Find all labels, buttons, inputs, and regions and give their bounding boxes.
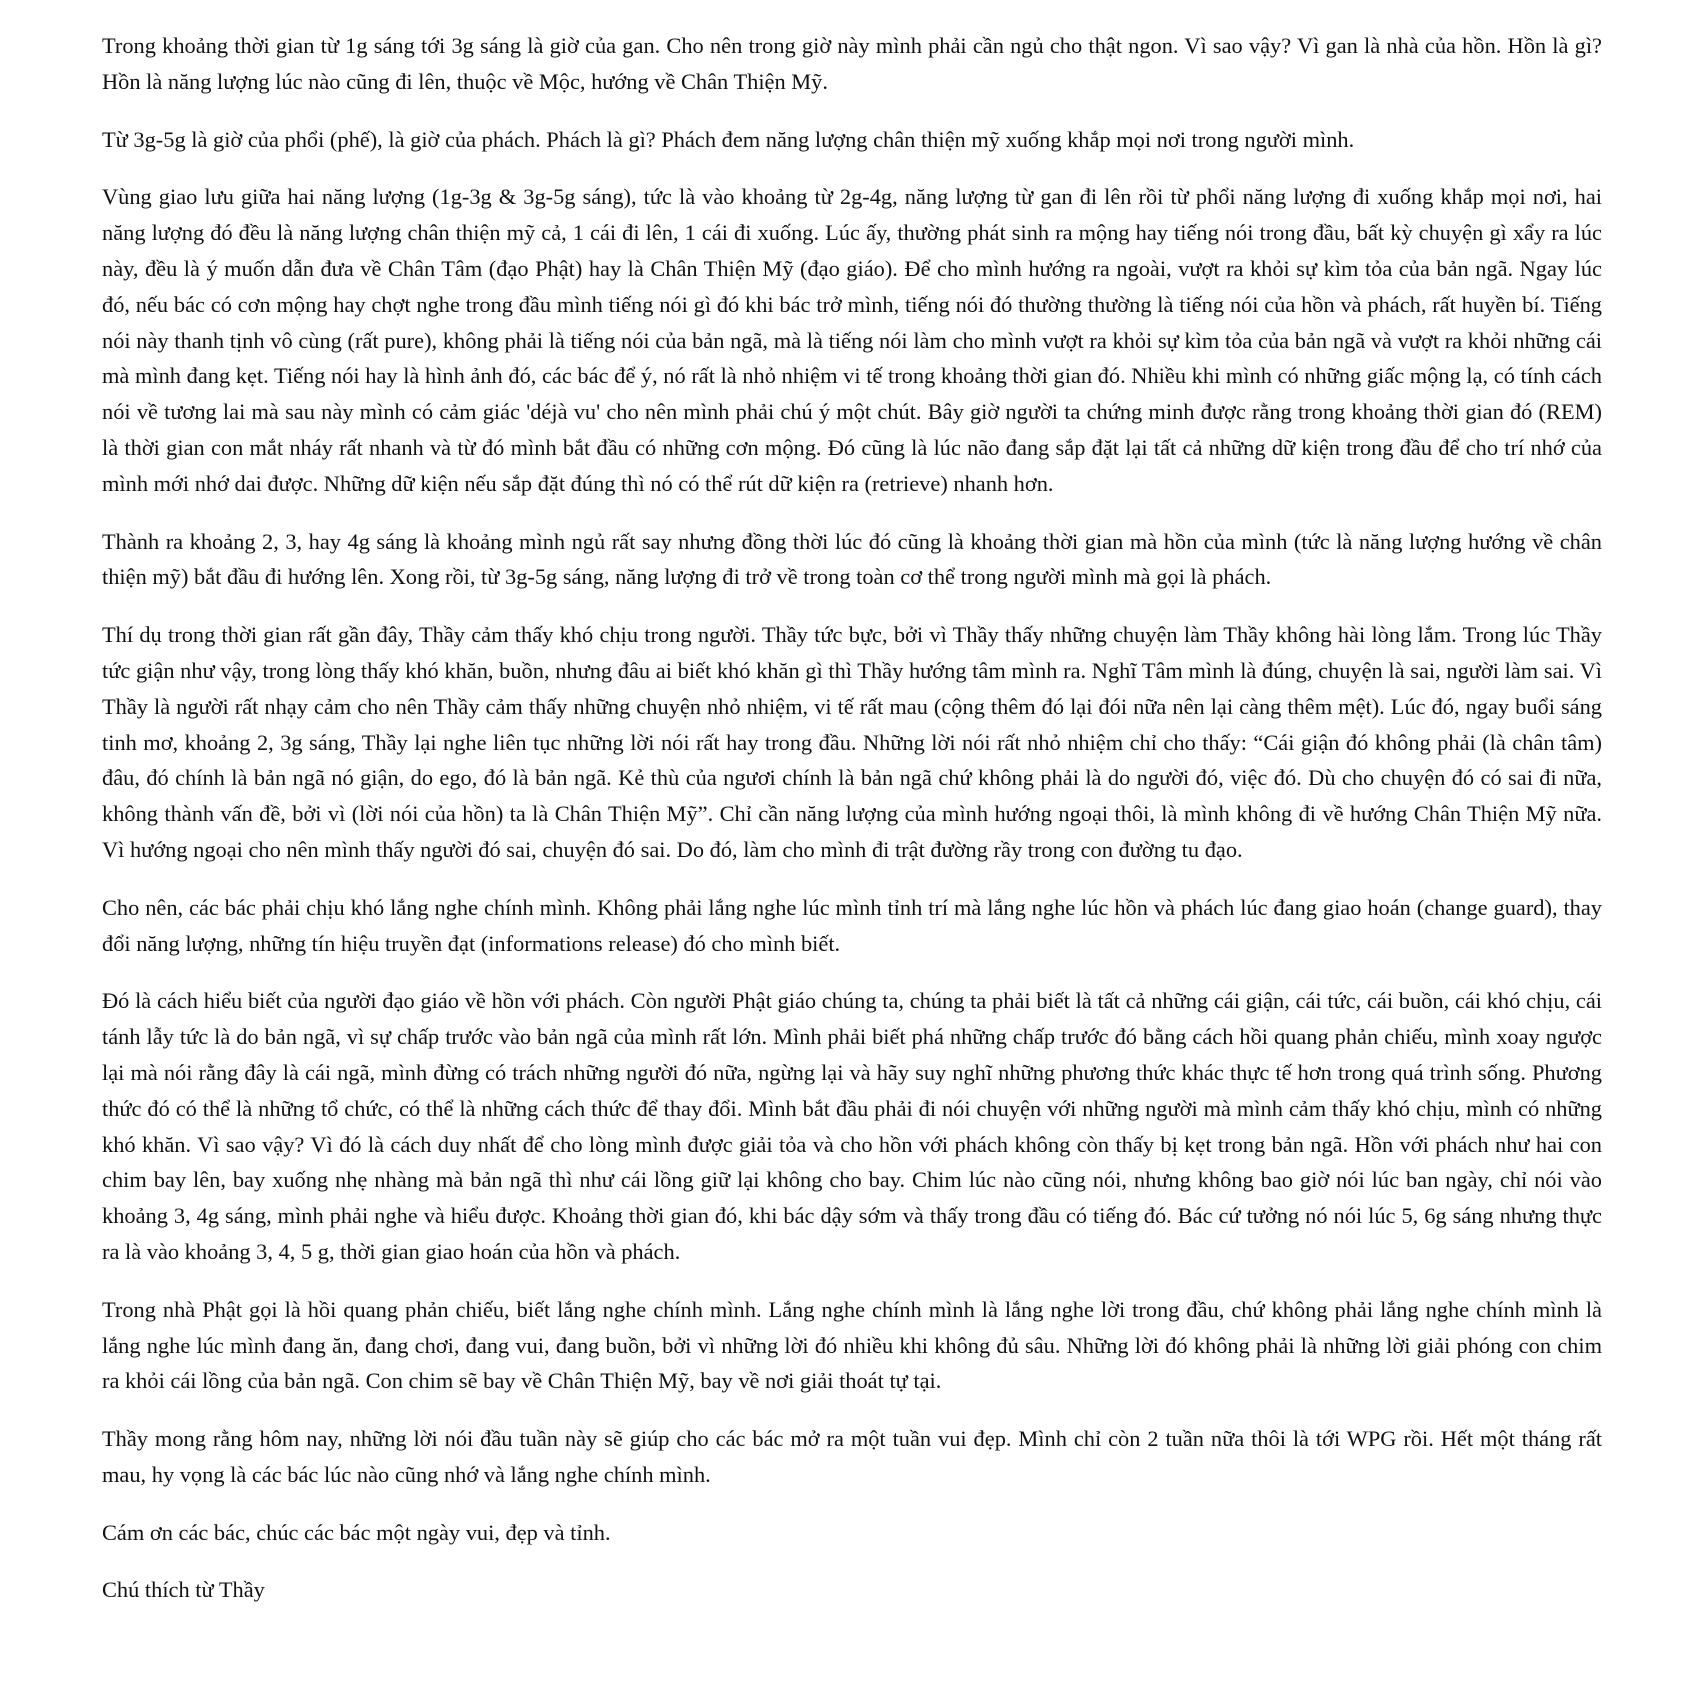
- paragraph-cho-nen: Cho nên, các bác phải chịu khó lắng nghe chính mình. Không phải lắng nghe lúc mình tỉnh trí mà lắng nghe lúc hồn và phách lúc đang giao hoán (change guard), thay đổi năng lượng, những tín hiệu truyền đạt (informations release) đó cho mình biết.: [102, 894, 1602, 956]
- paragraph-gan-hon: Trong khoảng thời gian từ 1g sáng tới 3g sáng là giờ của gan. Cho nên trong giờ này mình phải cần ngủ cho thật ngon. Vì sao vậy? Vì gan là nhà của hồn. Hồn là gì? Hồn là năng lượng lúc nào cũng đi lên, thuộc về Mộc, hướng về Chân Thiện Mỹ.: [102, 33, 1602, 94]
- paragraph-vung-giao-luu: Vùng giao lưu giữa hai năng lượng (1g-3g & 3g-5g sáng), tức là vào khoảng từ 2g-4g, năng lượng từ gan đi lên rồi từ phổi năng lượng đi xuống khắp mọi nơi, hai năng lượng đó đều là năng lượng chân thiện mỹ cả, 1 cái đi lên, 1 cái đi xuống. Lúc ấy, thường phát sinh ra mộng hay tiếng nói trong đầu, bất kỳ chuyện gì xẩy ra lúc này, đều là ý muốn dẫn đưa về Chân Tâm (đạo Phật) hay là Chân Thiện Mỹ (đạo giáo). Để cho mình hướng ra ngoài, vượt ra khỏi sự kìm tỏa của bản ngã. Ngay lúc đó, nếu bác có cơn mộng hay chợt nghe trong đầu mình tiếng nói gì đó khi bác trở mình, tiếng nói đó thường thường là tiếng nói của hồn và phách, rất huyền bí. Tiếng nói này thanh tịnh vô cùng (rất pure), không phải là tiếng nói của bản ngã, mà là tiếng nói làm cho mình vượt ra khỏi sự kìm tỏa của bản ngã và vượt ra khỏi những cái mà mình đang kẹt. Tiếng nói hay là hình ảnh đó, các bác để ý, nó rất là nhỏ nhiệm vi tế trong khoảng thời gian đó. Nhiều khi mình có những giấc mộng lạ, có tính cách nói về tương lai mà sau này mình có cảm giác 'déjà vu' cho nên mình phải chú ý một chút. Bây giờ người ta chứng minh được rằng trong khoảng thời gian đó (REM) là thời gian con mắt nháy rất nhanh và từ đó mình bắt đầu có những cơn mộng. Đó cũng là lúc não đang sắp đặt lại tất cả những dữ kiện trong đầu để cho trí nhớ của mình mới nhớ dai được. Những dữ kiện nếu sắp đặt đúng thì nó có thể rút dữ kiện ra (retrieve) nhanh hơn.: [102, 184, 1602, 496]
- paragraph-phoi-phach: Từ 3g-5g là giờ của phổi (phế), là giờ của phách. Phách là gì? Phách đem năng lượng chân thiện mỹ xuống khắp mọi nơi trong người mình.: [102, 126, 1355, 152]
- paragraph-hoi-quang: Trong nhà Phật gọi là hồi quang phản chiếu, biết lắng nghe chính mình. Lắng nghe chính mình là lắng nghe lời trong đầu, chứ không phải lắng nghe chính mình là lắng nghe lúc mình đang ăn, đang chơi, đang vui, đang buồn, bởi vì những lời đó nhiều khi không đủ sâu. Những lời đó không phải là những lời giải phóng con chim ra khỏi cái lồng của bản ngã. Con chim sẽ bay về Chân Thiện Mỹ, bay về nơi giải thoát tự tại.: [102, 1296, 1602, 1394]
- paragraph-thanh-ra: Thành ra khoảng 2, 3, hay 4g sáng là khoảng mình ngủ rất say nhưng đồng thời lúc đó cũng là khoảng thời gian mà hồn của mình (tức là năng lượng hướng về chân thiện mỹ) bắt đầu đi hướng lên. Xong rồi, từ 3g-5g sáng, năng lượng đi trở về trong toàn cơ thể trong người mình mà gọi là phách.: [102, 528, 1602, 590]
- document-body: [102, 28, 1602, 1630]
- paragraph-cam-on: Cám ơn các bác, chúc các bác một ngày vui, đẹp và tỉnh.: [102, 1519, 611, 1545]
- paragraph-thi-du: Thí dụ trong thời gian rất gần đây, Thầy cảm thấy khó chịu trong người. Thầy tức bực, bởi vì Thầy thấy những chuyện làm Thầy không hài lòng lắm. Trong lúc Thầy tức giận như vậy, trong lòng thấy khó khăn, buồn, nhưng đâu ai biết khó khăn gì thì Thầy hướng tâm mình ra. Nghĩ Tâm mình là đúng, chuyện là sai, người làm sai. Vì Thầy là người rất nhạy cảm cho nên Thầy cảm thấy những chuyện nhỏ nhiệm, vi tế rất mau (cộng thêm đó lại đói nữa nên lại càng thêm mệt). Lúc đó, ngay buổi sáng tinh mơ, khoảng 2, 3g sáng, Thầy lại nghe liên tục những lời nói rất hay trong đầu. Những lời nói rất nhỏ nhiệm chỉ cho thấy: “Cái giận đó không phải (là chân tâm) đâu, đó chính là bản ngã nó giận, do ego, đó là bản ngã. Kẻ thù của ngươi chính là bản ngã chứ không phải là do người đó, việc đó. Dù cho chuyện đó có sai đi nữa, không thành vấn đề, bởi vì (lời nói của hồn) ta là Chân Thiện Mỹ”. Chỉ cần năng lượng của mình hướng ngoại thôi, là mình không đi về hướng Chân Thiện Mỹ nữa. Vì hướng ngoại cho nên mình thấy người đó sai, chuyện đó sai. Do đó, làm cho mình đi trật đường rầy trong con đường tu đạo.: [102, 622, 1602, 862]
- paragraph-mong-rang: Thầy mong rằng hôm nay, những lời nói đầu tuần này sẽ giúp cho các bác mở ra một tuần vui đẹp. Mình chỉ còn 2 tuần nữa thôi là tới WPG rồi. Hết một tháng rất mau, hy vọng là các bác lúc nào cũng nhớ và lắng nghe chính mình.: [102, 1426, 1602, 1487]
- paragraph-chu-thich: Chú thích từ Thầy: [102, 1577, 265, 1603]
- paragraph-dao-giao: Đó là cách hiểu biết của người đạo giáo về hồn với phách. Còn người Phật giáo chúng ta, chúng ta phải biết là tất cả những cái giận, cái tức, cái buồn, cái khó chịu, cái tánh lẫy tức là do bản ngã, vì sự chấp trước vào bản ngã của mình rất lớn. Mình phải biết phá những chấp trước đó bằng cách hồi quang phản chiếu, mình xoay ngược lại mà nói rằng đây là cái ngã, mình đừng có trách những người đó nữa, ngừng lại và hãy suy nghĩ những phương thức khác thực tế hơn trong quá trình sống. Phương thức đó có thể là những tổ chức, có thể là những cách thức để thay đổi. Mình bắt đầu phải đi nói chuyện với những người mà mình cảm thấy khó chịu, mình có những khó khăn. Vì sao vậy? Vì đó là cách duy nhất để cho lòng mình được giải tỏa và cho hồn với phách không còn thấy bị kẹt trong bản ngã. Hồn với phách như hai con chim bay lên, bay xuống nhẹ nhàng mà bản ngã thì như cái lồng giữ lại không cho bay. Chim lúc nào cũng nói, nhưng không bao giờ nói lúc ban ngày, chỉ nói vào khoảng 3, 4g sáng, mình phải nghe và hiểu được. Khoảng thời gian đó, khi bác dậy sớm và thấy trong đầu có tiếng đó. Bác cứ tưởng nó nói lúc 5, 6g sáng nhưng thực ra là vào khoảng 3, 4, 5 g, thời gian giao hoán của hồn và phách.: [102, 988, 1602, 1264]
